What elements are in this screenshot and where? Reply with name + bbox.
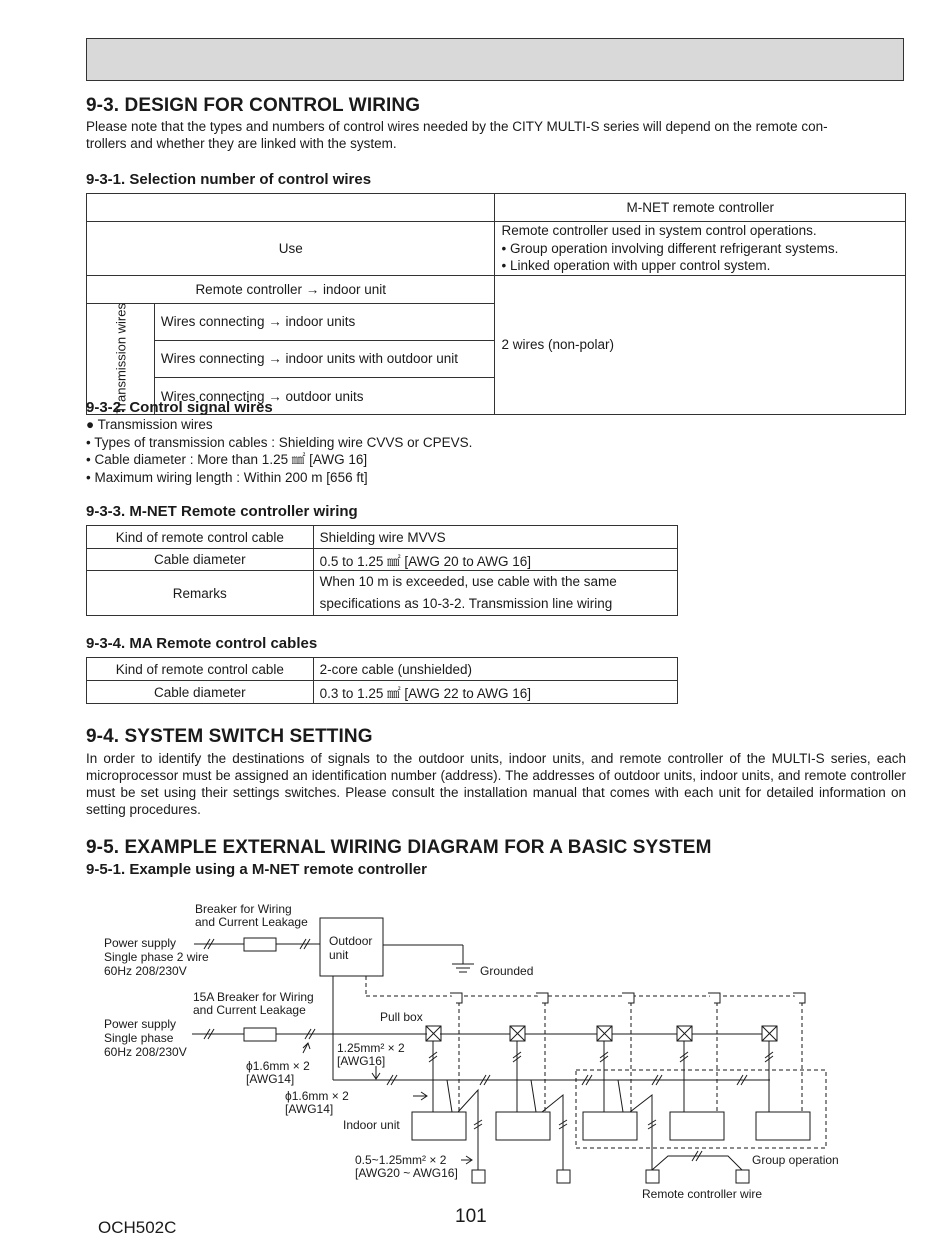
breaker2-label-2: and Current Leakage <box>193 1003 306 1017</box>
remarks-line-1: When 10 m is exceeded, use cable with the same <box>319 574 617 589</box>
rc-cable-label-1: 0.5~1.25mm² × 2 <box>355 1153 447 1167</box>
row-value: 2-core cable (unshielded) <box>313 658 677 681</box>
row-label: Kind of remote control cable <box>87 526 314 549</box>
breaker-1 <box>244 938 276 951</box>
m-net-header-cell: M-NET remote controller <box>495 194 906 222</box>
section-title-9-3: 9-3. DESIGN FOR CONTROL WIRING <box>86 95 421 116</box>
row-value: Shielding wire MVVS <box>313 526 677 549</box>
outdoor-unit-label-1: Outdoor <box>329 934 373 948</box>
intro-line-2: trollers and whether they are linked with the system. <box>86 136 397 151</box>
remote-controller-2 <box>557 1170 570 1183</box>
diagram-lines <box>192 918 810 1183</box>
document-code: OCH502C <box>98 1218 177 1237</box>
row-value: 0.3 to 1.25 ㎟ [AWG 22 to AWG 16] <box>313 681 677 704</box>
indoor-unit-4 <box>670 1112 724 1140</box>
rc-cable-label-2: [AWG20 ~ AWG16] <box>355 1166 458 1180</box>
breaker2-label-1: 15A Breaker for Wiring <box>193 990 314 1004</box>
section-title-9-5: 9-5. EXAMPLE EXTERNAL WIRING DIAGRAM FOR A BASIC SYSTEM <box>86 837 712 858</box>
remote-controller-4 <box>736 1170 749 1183</box>
group-operation-label: Group operation <box>752 1153 839 1167</box>
wires-indoor-outdoor-cell: Wires connecting → indoor units with outdoor unit <box>154 340 495 377</box>
power-cable-b-label-1: ϕ1.6mm × 2 <box>285 1089 349 1103</box>
power-supply-1-label-3: 60Hz 208/230V <box>104 964 187 978</box>
power-cable-b-label-2: [AWG14] <box>285 1102 334 1116</box>
remote-controller-3 <box>646 1170 659 1183</box>
breaker1-label-2: and Current Leakage <box>195 915 308 929</box>
indoor-unit-2 <box>496 1112 550 1140</box>
intro-line-1: Please note that the types and numbers of control wires needed by the CITY MULTI-S series will depend on the remote con- <box>86 119 828 134</box>
power-cable-a-label-2: [AWG14] <box>246 1072 295 1086</box>
use-line-1: Remote controller used in system control operations. <box>501 223 817 238</box>
remote-controller-1 <box>472 1170 485 1183</box>
row-label: Cable diameter <box>87 549 314 571</box>
row-label: Cable diameter <box>87 681 314 704</box>
breaker1-label-1: Breaker for Wiring <box>195 902 292 916</box>
rc-indoor-cell: Remote controller → indoor unit <box>87 275 495 303</box>
remarks-label: Remarks <box>87 571 314 616</box>
section-title-9-4: 9-4. SYSTEM SWITCH SETTING <box>86 726 373 747</box>
wires-value-cell: 2 wires (non-polar) <box>495 275 906 415</box>
power-cable-a-label-1: ϕ1.6mm × 2 <box>246 1059 310 1073</box>
subsection-title-9-3-2: 9-3-2. Control signal wires <box>86 399 273 416</box>
use-line-2: • Group operation involving different refrigerant systems. <box>501 240 839 256</box>
power-supply-2-label-1: Power supply <box>104 1017 177 1031</box>
power-supply-2-label-2: Single phase <box>104 1031 174 1045</box>
subsection-title-9-3-1: 9-3-1. Selection number of control wires <box>86 171 372 188</box>
row-value: 0.5 to 1.25 ㎟ [AWG 20 to AWG 16] <box>313 549 677 571</box>
terminal-marks <box>450 993 805 1003</box>
indoor-unit-5 <box>756 1112 810 1140</box>
group-operation-boundary <box>576 1070 826 1148</box>
outdoor-unit-label-2: unit <box>329 948 349 962</box>
indoor-unit-3 <box>583 1112 637 1140</box>
dashed-lines <box>366 976 826 1148</box>
pull-box-label: Pull box <box>380 1010 423 1024</box>
wires-outdoor-cell: Wires connecting → outdoor units <box>154 378 495 415</box>
power-supply-2-label-3: 60Hz 208/230V <box>104 1045 187 1059</box>
remarks-line-2: specifications as 10-3-2. Transmission line wiring <box>319 596 613 611</box>
wires-indoor-cell: Wires connecting → indoor units <box>154 303 495 340</box>
page-number: 101 <box>455 1206 487 1227</box>
list-item: ● Transmission wires <box>86 417 213 432</box>
row-label: Kind of remote control cable <box>87 658 314 681</box>
power-supply-1-label-2: Single phase 2 wire <box>104 950 209 964</box>
transmission-wires-label: Transmission wires <box>87 303 155 415</box>
breaker-2 <box>244 1028 276 1041</box>
list-item: • Maximum wiring length : Within 200 m [656 ft] <box>86 469 368 485</box>
transmission-cable-label-2: [AWG16] <box>337 1054 386 1068</box>
use-label-cell: Use <box>87 222 495 276</box>
transmission-cable-label-1: 1.25mm² × 2 <box>337 1041 405 1055</box>
subsection-title-9-3-3: 9-3-3. M-NET Remote controller wiring <box>86 503 358 520</box>
power-supply-1-label-1: Power supply <box>104 936 177 950</box>
indoor-unit-label: Indoor unit <box>343 1118 400 1132</box>
grounded-label: Grounded <box>480 964 534 978</box>
remote-controller-wire-label: Remote controller wire <box>642 1187 763 1201</box>
subsection-title-9-3-4: 9-3-4. MA Remote control cables <box>86 635 318 652</box>
list-item: • Types of transmission cables : Shielding wire CVVS or CPEVS. <box>86 434 473 450</box>
indoor-unit-1 <box>412 1112 466 1140</box>
use-line-3: • Linked operation with upper control system. <box>501 258 771 273</box>
switch-setting-paragraph: In order to identify the destinations of signals to the outdoor units, indoor units, and remote controller of the MULTI-S series, each microprocessor must be assigned an identification number (address). The addresses of outdoor units, indoor units, and remote controller must be set using their settings switches. Please consult the installation manual that comes with each unit for detailed information on setting procedures. <box>86 751 906 817</box>
list-item: • Cable diameter : More than 1.25 ㎟ [AWG 16] <box>86 452 368 467</box>
subsection-title-9-5-1: 9-5-1. Example using a M-NET remote controller <box>86 861 427 878</box>
